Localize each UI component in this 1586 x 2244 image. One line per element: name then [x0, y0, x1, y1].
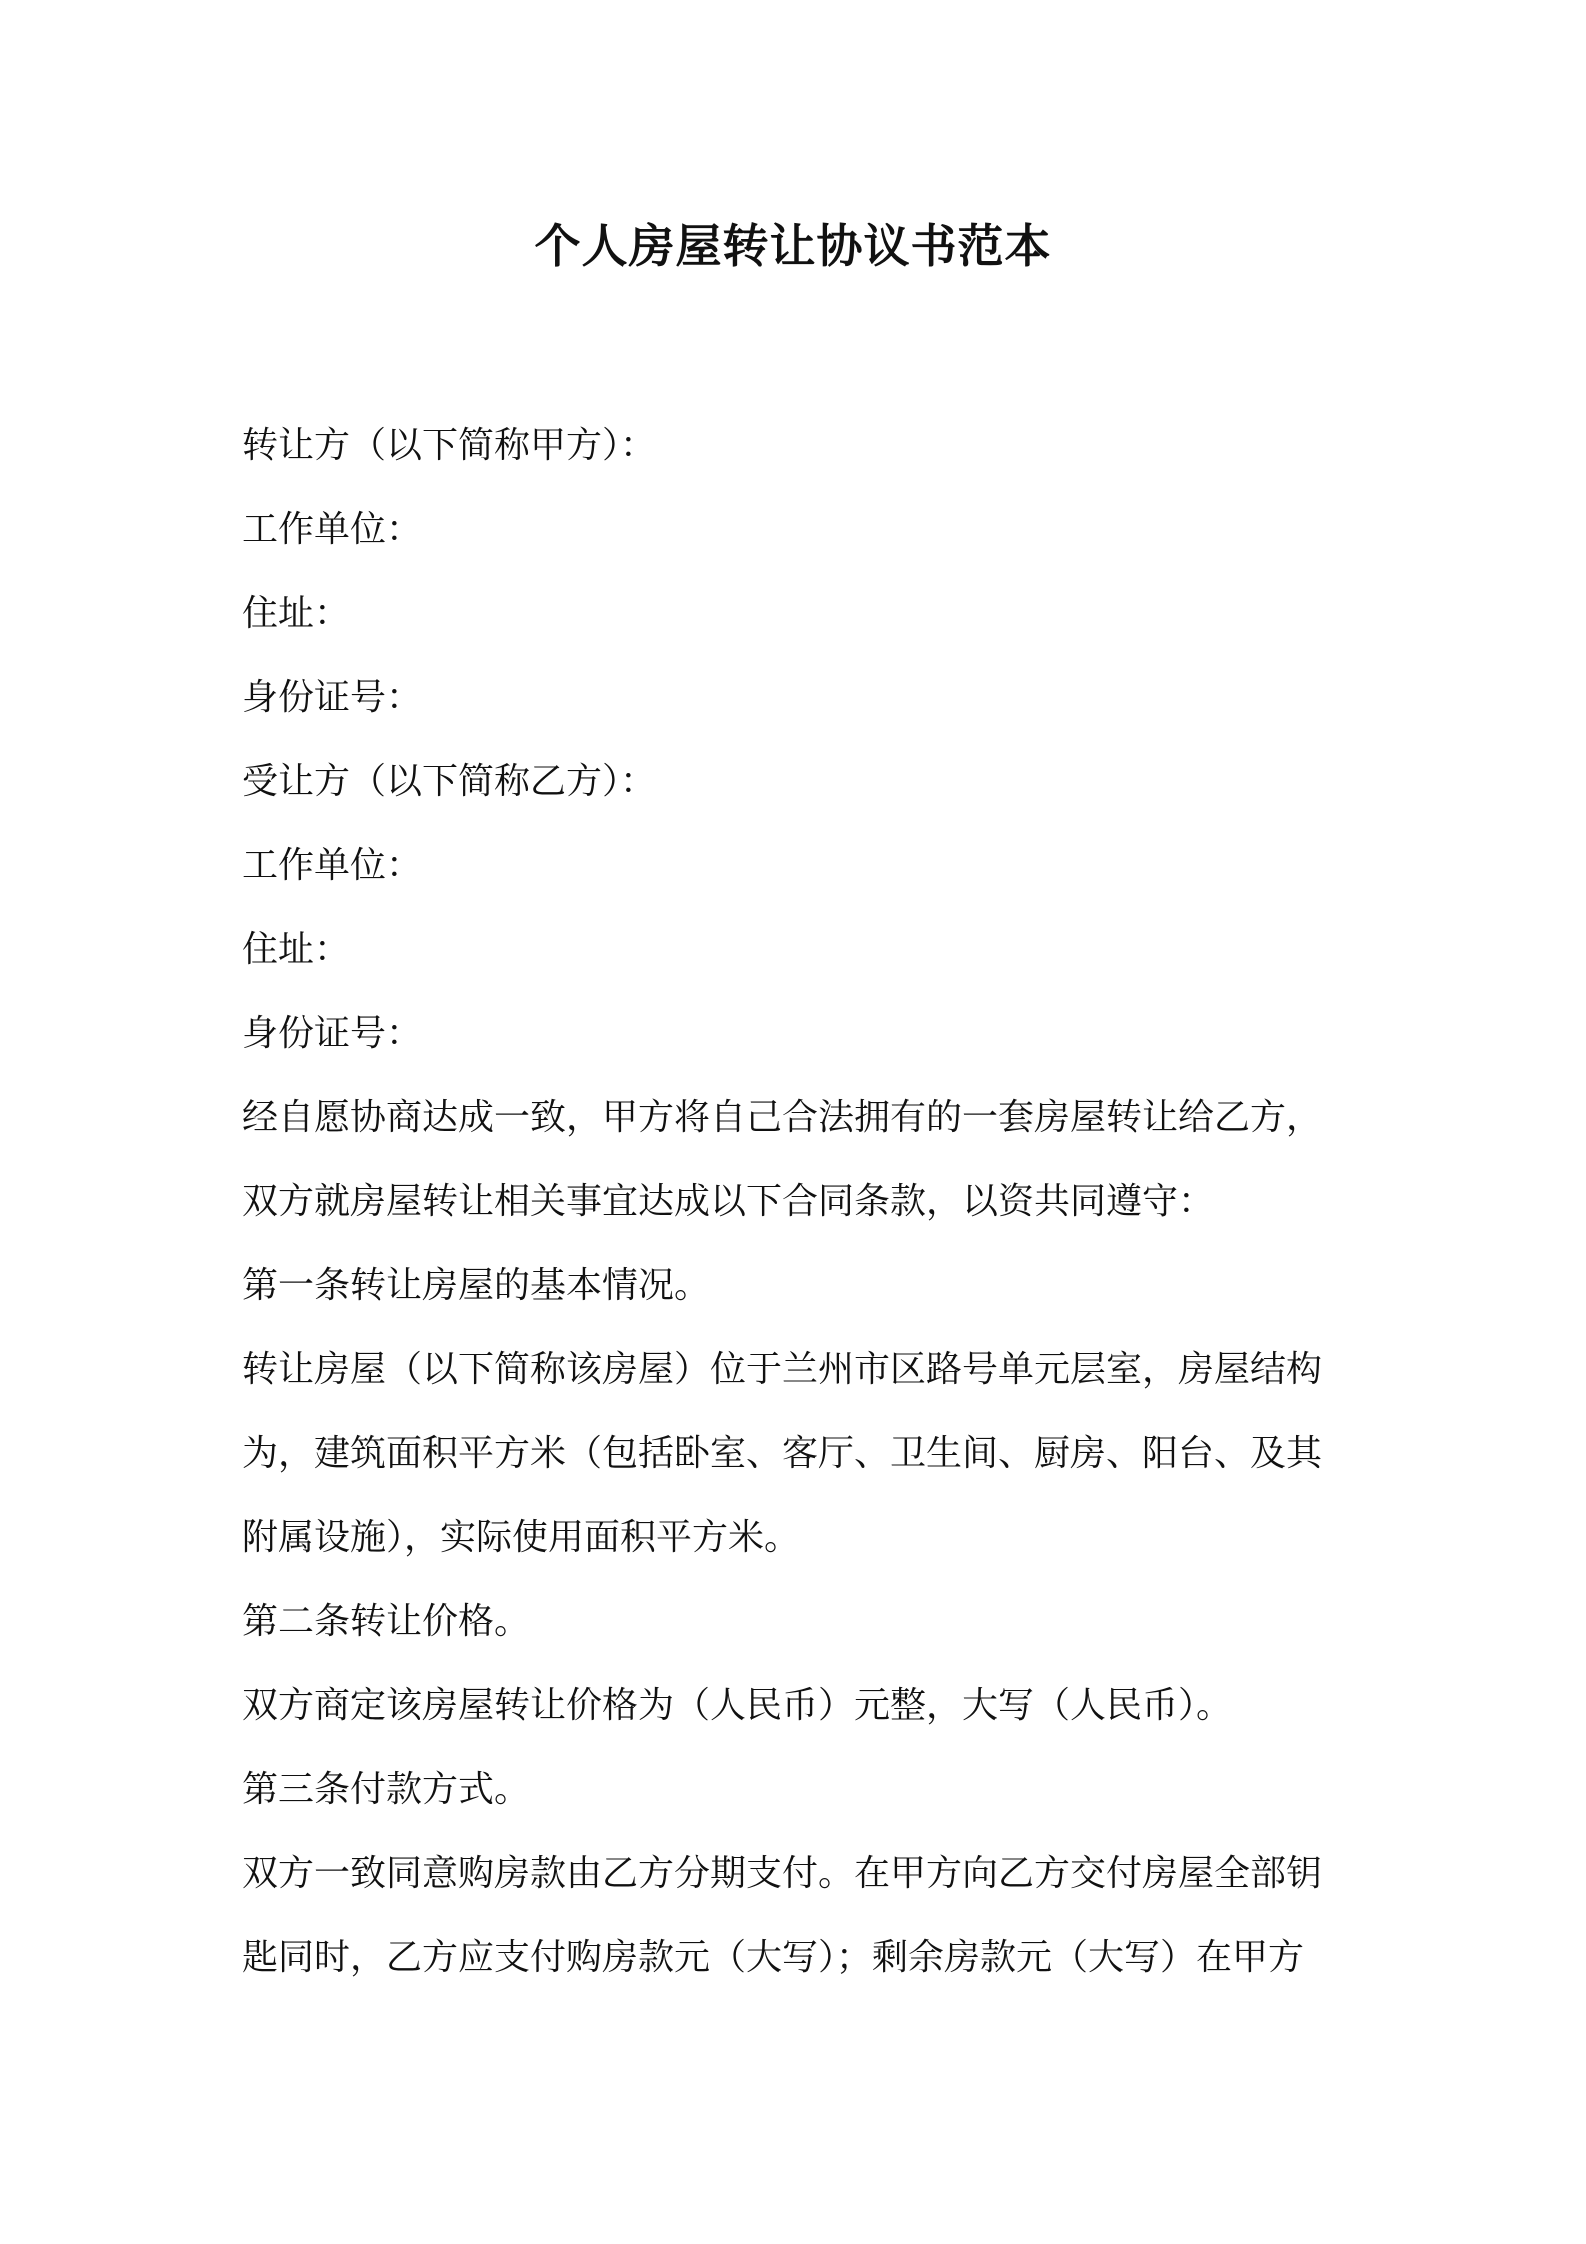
transferor-line: 转让方（以下简称甲方）： — [242, 425, 657, 466]
article-heading: 第一条转让房屋的基本情况。 — [242, 1265, 711, 1306]
article-text-line: 转让房屋（以下简称该房屋）位于兰州市区路号单元层室，房屋结构 — [242, 1349, 1323, 1390]
article-text-line: 附属设施），实际使用面积平方米。 — [242, 1517, 801, 1558]
transferor-id-line: 身份证号： — [242, 677, 423, 718]
transferor-employer-line: 工作单位： — [242, 509, 423, 550]
transferee-id-line: 身份证号： — [242, 1013, 423, 1054]
preamble-line: 经自愿协商达成一致，甲方将自己合法拥有的一套房屋转让给乙方， — [242, 1097, 1323, 1138]
document-title: 个人房屋转让协议书范本 — [534, 219, 1052, 273]
article-text-line: 匙同时，乙方应支付购房款元（大写）；剩余房款元（大写）在甲方 — [242, 1937, 1305, 1978]
transferee-address-line: 住址： — [242, 929, 351, 970]
article-heading: 第二条转让价格。 — [242, 1601, 531, 1642]
document-body — [242, 404, 1354, 2000]
article-text-line: 双方一致同意购房款由乙方分期支付。在甲方向乙方交付房屋全部钥 — [242, 1853, 1323, 1894]
preamble-line: 双方就房屋转让相关事宜达成以下合同条款，以资共同遵守： — [242, 1181, 1215, 1222]
transferee-line: 受让方（以下简称乙方）： — [242, 761, 657, 802]
article-text-line: 双方商定该房屋转让价格为（人民币）元整，大写（人民币）。 — [242, 1685, 1233, 1726]
transferor-address-line: 住址： — [242, 593, 351, 634]
transferee-employer-line: 工作单位： — [242, 845, 423, 886]
article-heading: 第三条付款方式。 — [242, 1769, 531, 1810]
article-text-line: 为，建筑面积平方米（包括卧室、客厅、卫生间、厨房、阳台、及其 — [242, 1433, 1323, 1474]
